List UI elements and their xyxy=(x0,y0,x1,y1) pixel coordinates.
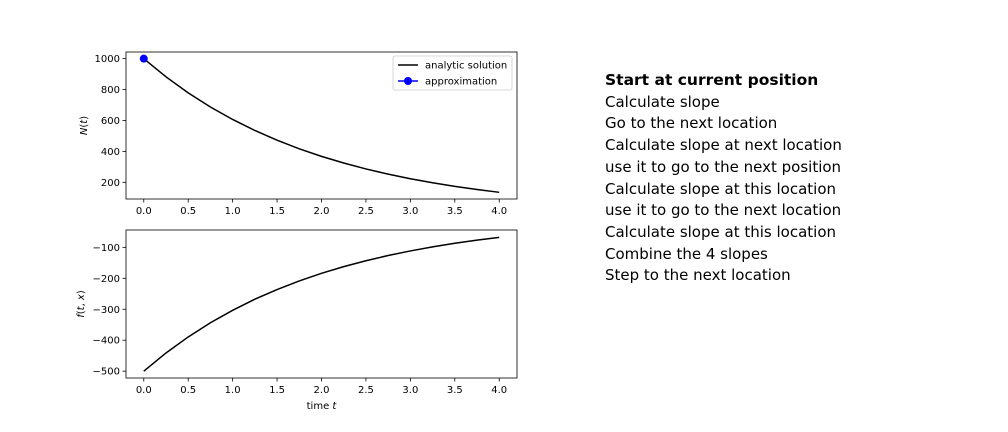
y-tick-label: −400 xyxy=(92,335,120,347)
ylabel-symbol: N xyxy=(79,127,90,136)
legend-entry-1: analytic solution xyxy=(425,60,508,72)
x-tick-label: 3.0 xyxy=(402,206,419,217)
y-tick-label: −500 xyxy=(92,366,120,378)
step-5: use it to go to the next position xyxy=(605,157,842,176)
x-tick-label: 4.0 xyxy=(491,385,508,396)
x-tick-label: 3.5 xyxy=(446,206,463,217)
ylabel-paren-close: ) xyxy=(76,290,87,295)
x-axis-label xyxy=(307,401,338,412)
step-10: Step to the next location xyxy=(605,266,791,285)
x-tick-label: 2.0 xyxy=(313,206,330,217)
x-tick-label: 1.0 xyxy=(224,206,241,217)
ylabel-symbol: f xyxy=(76,314,87,318)
step-3: Go to the next location xyxy=(605,114,778,133)
x-tick-label: 4.0 xyxy=(491,206,508,217)
x-tick-label: 3.5 xyxy=(446,385,463,396)
y-axis-label xyxy=(76,290,87,318)
legend-entry-2: approximation xyxy=(425,76,498,88)
x-tick-label: 2.5 xyxy=(357,385,374,396)
legend xyxy=(393,56,512,90)
data-point xyxy=(140,55,148,63)
xlabel-word: time xyxy=(306,401,333,412)
ylabel-var: t xyxy=(79,119,90,124)
step-4: Calculate slope at next location xyxy=(605,136,842,155)
step-9: Combine the 4 slopes xyxy=(605,244,768,263)
legend-marker xyxy=(404,77,412,85)
x-tick-label: 1.5 xyxy=(269,385,286,396)
ylabel-paren-close: ) xyxy=(79,115,90,120)
algorithm-steps xyxy=(605,70,842,287)
xlabel-var: t xyxy=(332,401,337,412)
x-tick-label: 0.0 xyxy=(135,385,152,396)
axes-frame xyxy=(126,230,517,378)
x-tick-label: 2.0 xyxy=(313,385,330,396)
ylabel-var-x: x xyxy=(76,294,87,301)
y-tick-label: 400 xyxy=(100,146,120,158)
ylabel-comma: , xyxy=(76,300,87,307)
x-tick-label: 0.5 xyxy=(180,206,197,217)
y-tick-label: 1000 xyxy=(94,54,120,66)
x-tick-label: 1.5 xyxy=(269,206,286,217)
step-7: use it to go to the next location xyxy=(605,201,842,220)
step-6: Calculate slope at this location xyxy=(605,179,836,198)
series-line-1 xyxy=(144,237,499,371)
y-tick-label: 800 xyxy=(100,85,120,97)
y-axis-label xyxy=(79,116,90,135)
y-tick-label: −100 xyxy=(92,242,120,254)
step-1: Start at current position xyxy=(605,71,819,89)
x-tick-label: 0.5 xyxy=(180,385,197,396)
x-tick-label: 2.5 xyxy=(357,206,374,217)
y-tick-label: −300 xyxy=(92,304,120,316)
ylabel-paren-open: ( xyxy=(79,123,90,128)
y-tick-label: −200 xyxy=(92,273,120,285)
y-tick-label: 200 xyxy=(100,177,120,189)
step-8: Calculate slope at this location xyxy=(605,222,836,241)
bottom-axes xyxy=(76,230,517,412)
y-tick-label: 600 xyxy=(100,115,120,127)
top-axes xyxy=(79,52,517,217)
x-tick-label: 3.0 xyxy=(402,385,419,396)
step-2: Calculate slope xyxy=(605,92,720,111)
ylabel-var-t: t xyxy=(76,306,87,311)
x-tick-label: 0.0 xyxy=(135,206,152,217)
ylabel-paren-open: ( xyxy=(76,310,87,315)
x-tick-label: 1.0 xyxy=(224,385,241,396)
